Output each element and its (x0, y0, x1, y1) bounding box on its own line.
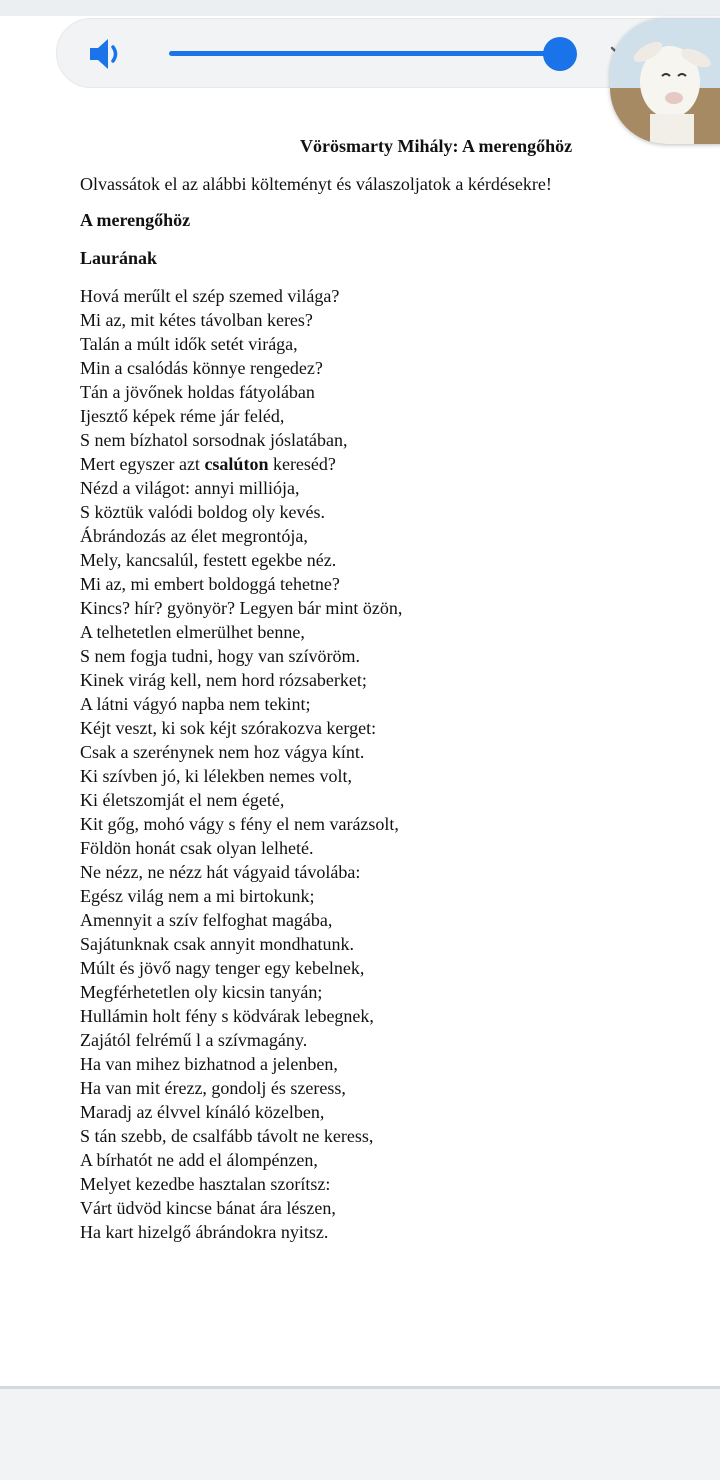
poem-line: Maradj az élvvel kínáló közelben, (80, 1102, 325, 1122)
page-title: Vörösmarty Mihály: A merengőhöz (300, 136, 573, 156)
avatar[interactable] (610, 18, 720, 144)
poem-line: Amennyit a szív felfoghat magába, (80, 910, 333, 930)
poem-line: Várt üdvöd kincse bánat ára lészen, (80, 1198, 336, 1218)
poem-line: Hová merűlt el szép szemed világa? (80, 286, 340, 306)
poem-line: A bírhatót ne add el álompénzen, (80, 1150, 318, 1170)
poem-title: A merengőhöz (80, 210, 191, 230)
poem-line: Tán a jövőnek holdas fátyolában (80, 382, 315, 402)
poem-dedication: Laurának (80, 248, 158, 268)
poem-line: Kincs? hír? gyönyör? Legyen bár mint özön, (80, 598, 403, 618)
poem-line: Hullámin holt fény s ködvárak lebegnek, (80, 1006, 374, 1026)
poem-line: Min a csalódás könnye rengedez? (80, 358, 323, 378)
poem-line: Egész világ nem a mi birtokunk; (80, 886, 315, 906)
volume-slider-track[interactable] (169, 51, 563, 56)
poem-line: S nem fogja tudni, hogy van szívöröm. (80, 646, 360, 666)
poem-line: Ha van mihez bizhatnod a jelenben, (80, 1054, 338, 1074)
poem-line: Ki szívben jó, ki lélekben nemes volt, (80, 766, 352, 786)
poem-line-text: kereséd? (268, 454, 336, 474)
poem-line: Földön honát csak olyan lelheté. (80, 838, 314, 858)
poem-line: Kit gőg, mohó vágy s fény el nem varázsolt, (80, 814, 399, 834)
volume-slider-thumb[interactable] (543, 37, 577, 71)
poem-line: Mi az, mi embert boldoggá tehetne? (80, 574, 340, 594)
poem-line: Melyet kezedbe hasztalan szorítsz: (80, 1174, 331, 1194)
poem-line: Múlt és jövő nagy tenger egy kebelnek, (80, 958, 365, 978)
poem-line: Nézd a világot: annyi milliója, (80, 478, 300, 498)
poem-line: S tán szebb, de csalfább távolt ne keress, (80, 1126, 374, 1146)
poem-line: Mely, kancsalúl, festett egekbe néz. (80, 550, 337, 570)
poem-line-text: Mert egyszer azt (80, 454, 205, 474)
poem-line: Ne nézz, ne nézz hát vágyaid távolába: (80, 862, 361, 882)
poem-line-emphasis: csalúton (204, 454, 269, 474)
poem-line: Ha kart hizelgő ábrándokra nyitsz. (80, 1222, 329, 1242)
poem-line: A látni vágyó napba nem tekint; (80, 694, 311, 714)
top-edge (0, 0, 720, 16)
poem-line: Kinek virág kell, nem hord rózsaberket; (80, 670, 367, 690)
volume-icon[interactable] (87, 35, 127, 73)
poem-line: Ha van mit érezz, gondolj és szeress, (80, 1078, 346, 1098)
poem-line: Zajától felrémű l a szívmagány. (80, 1030, 308, 1050)
poem-line: Ijesztő képek réme jár feléd, (80, 406, 285, 426)
poem-line: A telhetetlen elmerülhet benne, (80, 622, 305, 642)
poem-line: Kéjt veszt, ki sok kéjt szórakozva kerget: (80, 718, 377, 738)
bottom-bar (0, 1386, 720, 1480)
poem-lines (80, 284, 402, 1244)
poem-line: Ábrándozás az élet megrontója, (80, 526, 308, 546)
poem-line: S nem bízhatol sorsodnak jóslatában, (80, 430, 348, 450)
poem-line: S köztük valódi boldog oly kevés. (80, 502, 325, 522)
poem-line (80, 452, 402, 476)
poem-line: Ki életszomját el nem égeté, (80, 790, 285, 810)
instruction-text: Olvassátok el az alábbi költeményt és válaszoljatok a kérdésekre! (80, 174, 552, 194)
poem-line: Mi az, mit kétes távolban keres? (80, 310, 313, 330)
poem-line: Megférhetetlen oly kicsin tanyán; (80, 982, 323, 1002)
poem-line: Sajátunknak csak annyit mondhatunk. (80, 934, 354, 954)
poem-line: Csak a szerénynek nem hoz vágya kínt. (80, 742, 365, 762)
poem-line: Talán a múlt idők setét virága, (80, 334, 298, 354)
